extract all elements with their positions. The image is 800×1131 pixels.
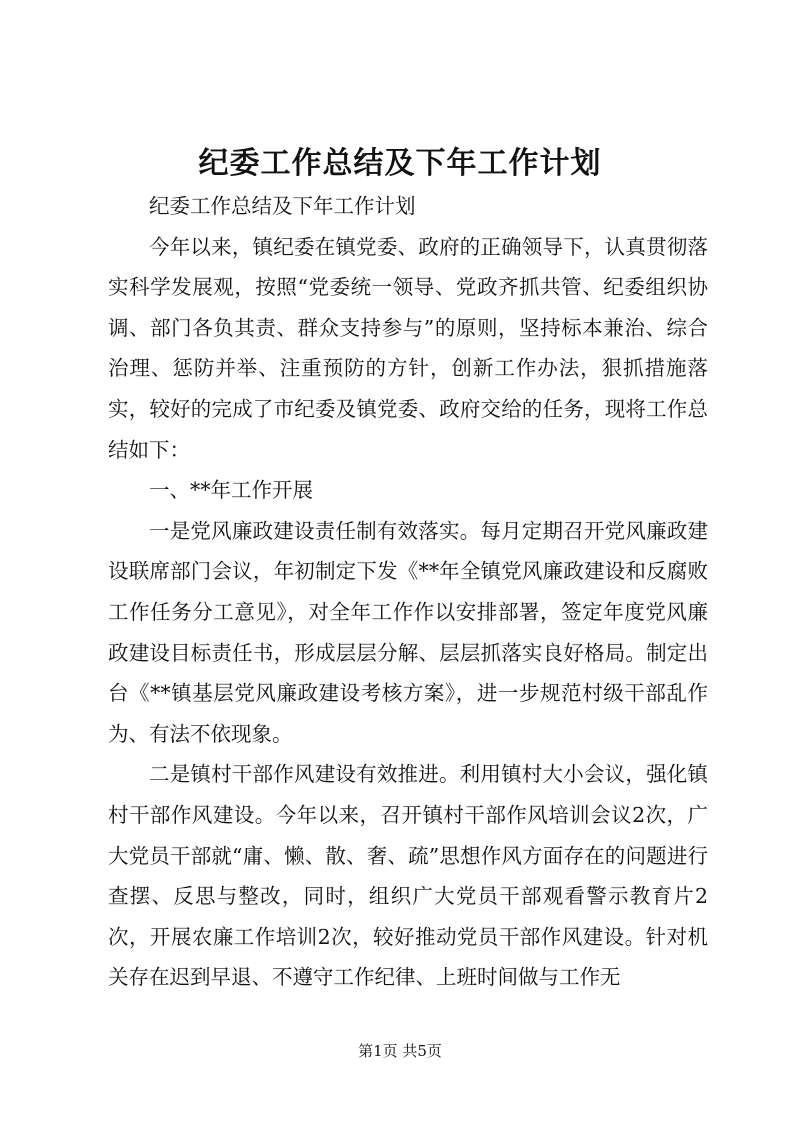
paragraph-item-2: 二是镇村干部作风建设有效推进。利用镇村大小会议，强化镇村干部作风建设。今年以来，召开镇村干部作风培训会议2次，广大党员干部就“庸、懒、散、奢、疏”思想作风方面存在的问题进行查摆、反思与整改，同时，组织广大党员干部观看警示教育片2次，开展农廉工作培训2次，较好推动党员干部作风建设。针对机关存在迟到早退、不遵守工作纪律、上班时间做与工作无 [108, 762, 708, 990]
paragraph-item-1: 一是党风廉政建设责任制有效落实。每月定期召开党风廉政建设联席部门会议，年初制定下发《**年全镇党风廉政建设和反腐败工作任务分工意见》，对全年工作作以安排部署，签定年度党风廉政建设目标责任书，形成层层分解、层层抓落实良好格局。制定出台《**镇基层党风廉政建设考核方案》，进一步规范村级干部乱作为、有法不依现象。 [108, 518, 708, 746]
paragraph-intro: 今年以来，镇纪委在镇党委、政府的正确领导下，认真贯彻落实科学发展观，按照“党委统一领导、党政齐抓共管、纪委组织协调、部门各负其责、群众支持参与”的原则，坚持标本兼治、综合治理、惩防并举、注重预防的方针，创新工作办法，狠抓措施落实，较好的完成了市纪委及镇党委、政府交给的任务，现将工作总结如下： [108, 234, 708, 462]
document-body [108, 186, 708, 998]
document-title: 纪委工作总结及下年工作计划 [198, 146, 602, 181]
section-heading: 一、**年工作开展 [149, 478, 313, 503]
page-footer: 第1页 共5页 [358, 1042, 442, 1060]
paragraph-subtitle: 纪委工作总结及下年工作计划 [149, 194, 416, 218]
